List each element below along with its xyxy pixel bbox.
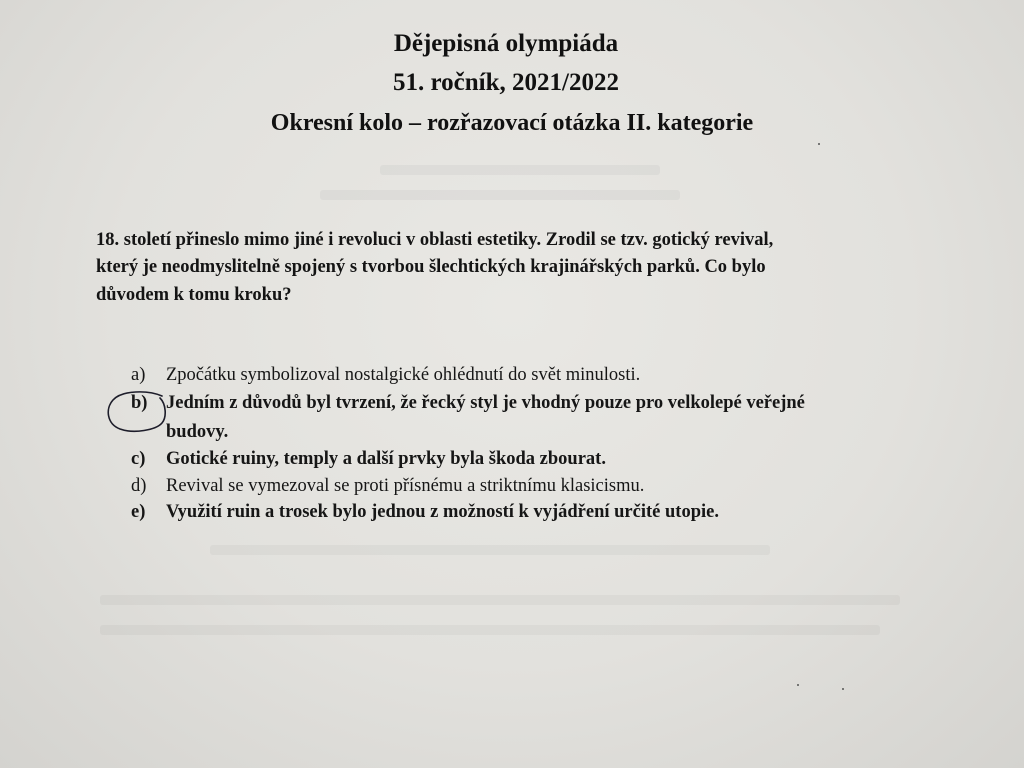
paper-speck: [842, 688, 844, 690]
option-text: Gotické ruiny, temply a další prvky byla škoda zbourat.: [166, 449, 606, 469]
question-line: který je neodmyslitelně spojený s tvorbou šlechtických krajinářských parků. Co bylo: [96, 257, 766, 277]
option-letter: a): [131, 365, 146, 385]
question-line: 18. století přineslo mimo jiné i revoluci v oblasti estetiky. Zrodil se tzv. gotický revival,: [96, 230, 774, 250]
answer-option-a[interactable]: [131, 365, 640, 386]
option-text: Revival se vymezoval se proti přísnému a striktnímu klasicismu.: [166, 476, 645, 496]
option-letter: c): [131, 449, 146, 469]
answer-option-e[interactable]: [131, 502, 719, 523]
option-text: Zpočátku symbolizoval nostalgické ohlédnutí do svět minulosti.: [166, 365, 641, 385]
show-through-text: [320, 190, 680, 200]
answer-option-b[interactable]: [131, 393, 805, 414]
round-subtitle: Okresní kolo – rozřazovací otázka II. kategorie: [270, 110, 754, 136]
show-through-text: [210, 545, 770, 555]
olympiad-title: Dějepisná olympiáda: [393, 30, 619, 57]
show-through-text: [100, 625, 880, 635]
option-letter: d): [131, 476, 147, 496]
show-through-text: [100, 595, 900, 605]
answer-option-b-continuation: budovy.: [166, 422, 229, 442]
show-through-text: [380, 165, 660, 175]
option-letter: e): [131, 502, 146, 522]
paper-speck: [818, 143, 820, 145]
answer-option-d[interactable]: [131, 476, 644, 497]
option-letter: b): [131, 393, 148, 413]
option-text: Jedním z důvodů byl tvrzení, že řecký styl je vhodný pouze pro velkolepé veřejné: [166, 393, 805, 413]
question-line: důvodem k tomu kroku?: [96, 285, 292, 305]
option-text: Využití ruin a trosek bylo jednou z možností k vyjádření určité utopie.: [166, 502, 719, 522]
answer-option-c[interactable]: [131, 449, 606, 470]
edition-year: 51. ročník, 2021/2022: [393, 69, 619, 96]
paper-speck: [797, 684, 799, 686]
